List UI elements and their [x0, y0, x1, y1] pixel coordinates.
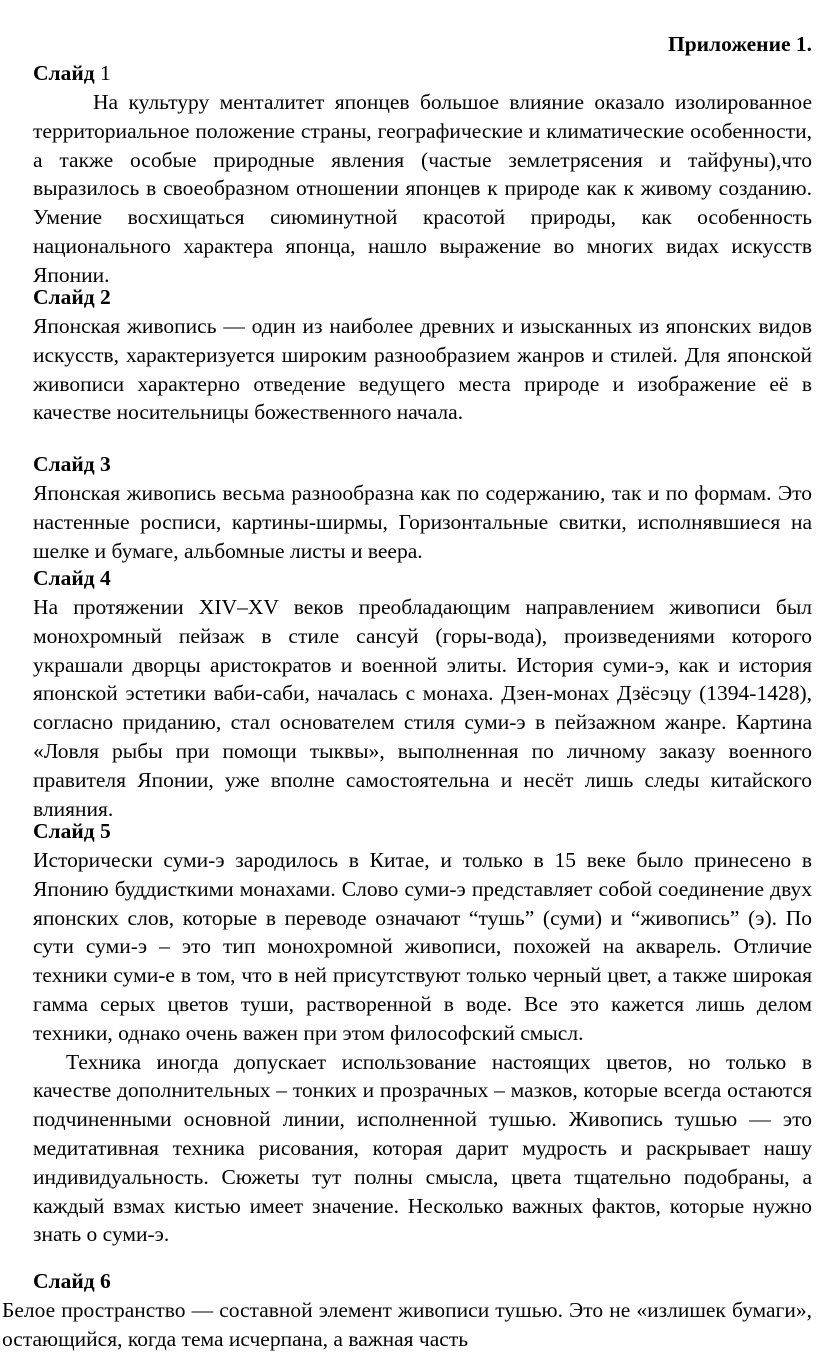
slide-5-label: Слайд 5 — [33, 819, 111, 843]
slide-2-text — [33, 312, 812, 427]
slide-6-heading — [33, 1267, 111, 1296]
slide-4-text — [33, 593, 812, 823]
paragraph: Белое пространство — составной элемент живописи тушью. Это не «излишек бумаги», остающийся, когда тема исчерпана, а важная часть — [2, 1298, 812, 1351]
slide-4-label: Слайд 4 — [33, 566, 111, 590]
paragraph: На культуру менталитет японцев большое влияние оказало изолированное территориальное положение страны, географические и климатические особенности, а также особые природные явления (частые землетрясения и тайфуны),что выразилось в своеобразном отношении японцев к природе как к живому созданию. Умение восхищаться сиюминутной красотой природы, как особенность национального характера японца, нашло выражение во многих видах искусств Японии. — [33, 90, 812, 287]
slide-6-label: Слайд 6 — [33, 1269, 111, 1293]
slide-3-heading — [33, 450, 111, 479]
slide-1-number: 1 — [99, 61, 111, 85]
slide-1-label: Слайд — [33, 61, 95, 85]
appendix-title: Приложение 1. — [667, 32, 812, 56]
paragraph: Исторически суми-э зародилось в Китае, и только в 15 веке было принесено в Японию буддисткими монахами. Слово суми-э представляет собой соединение двух японских слов, которые в переводе означают “тушь” (суми) и “живопись” (э). По сути суми-э – это тип монохромной живописи, похожей на акварель. Отличие техники суми-е в том, что в ней присутствуют только черный цвет, а также широкая гамма серых цветов туши, растворенной в воде. Все это кажется лишь делом техники, однако очень важен при этом философский смысл. — [33, 848, 812, 1045]
paragraph: Японская живопись весьма разнообразна как по содержанию, так и по формам. Это настенные росписи, картины-ширмы, Горизонтальные свитки, исполнявшиеся на шелке и бумаге, альбомные листы и веера. — [33, 481, 812, 563]
slide-4-heading — [33, 564, 111, 593]
slide-2-label: Слайд 2 — [33, 285, 111, 309]
slide-1-heading — [33, 59, 111, 88]
paragraph: Японская живопись — один из наиболее древних и изысканных из японских видов искусств, характеризуется широким разнообразием жанров и стилей. Для японской живописи характерно отведение ведущего места природе и изображение её в качестве носительницы божественного начала. — [33, 314, 812, 425]
slide-3-label: Слайд 3 — [33, 452, 111, 476]
slide-3-text — [33, 479, 812, 565]
slide-2-heading — [33, 283, 111, 312]
paragraph: Техника иногда допускает использование настоящих цветов, но только в качестве дополнительных – тонких и прозрачных – мазков, которые всегда остаются подчиненными основной линии, исполненной тушью. Живопись тушью — это медитативная техника рисования, которая дарит мудрость и раскрывает нашу индивидуальность. Сюжеты тут полны смысла, цвета тщательно подобраны, а каждый взмах кистью имеет значение. Несколько важных фактов, которые нужно знать о суми-э. — [33, 1049, 812, 1247]
slide-5-heading — [33, 817, 111, 846]
slide-5-text — [33, 846, 812, 1249]
paragraph: На протяжении XIV–XV веков преобладающим направлением живописи был монохромный пейзаж в стиле сансуй (горы-вода), произведениями которого украшали дворцы аристократов и военной элиты. История суми-э, как и история японской эстетики ваби-саби, началась с монаха. Дзен-монах Дзёсэцу (1394-1428), согласно приданию, стал основателем стиля суми-э в пейзажном жанре. Картина «Ловля рыбы при помощи тыквы», выполненная по личному заказу военного правителя Японии, уже вполне самостоятельна и несёт лишь следы китайского влияния. — [33, 595, 812, 821]
slide-6-text — [2, 1296, 812, 1354]
slide-1-text — [33, 88, 812, 290]
